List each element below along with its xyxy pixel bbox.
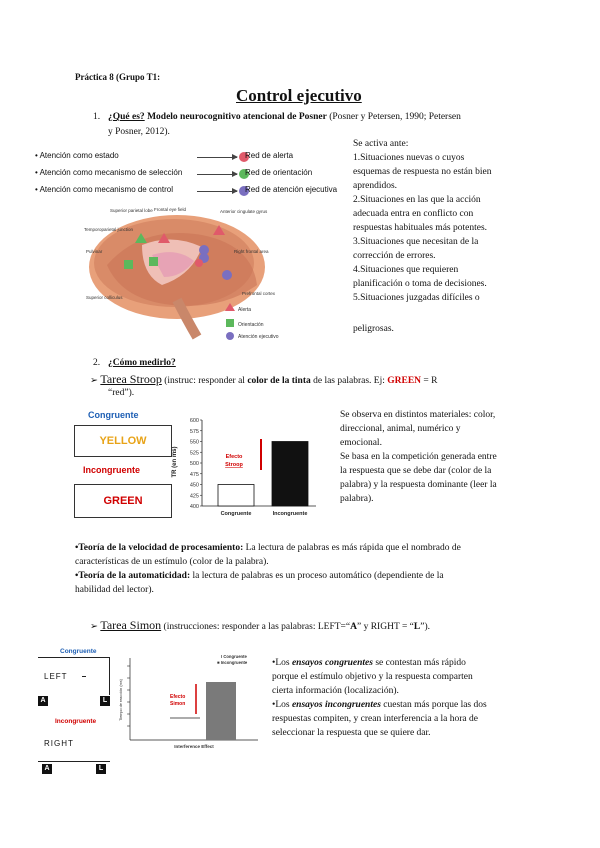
stroop-side-line: Se observa en distintos materiales: color,: [340, 410, 496, 420]
section2-number: 2.: [93, 358, 101, 368]
section1-refs2: y Posner, 2012).: [108, 127, 170, 137]
theory-line: •Teoría de la velocidad de procesamiento: La lectura de palabras es más rápida que el nombrado de: [75, 543, 461, 553]
brain-label: Prefrontal cortex: [242, 291, 276, 296]
practice-header: Práctica 8 (Grupo T1:: [75, 72, 161, 82]
brain-label: Superior parietal lobe: [110, 208, 153, 213]
attention-item-2: • Atención como mecanismo de selección: [35, 168, 183, 177]
stroop-instr: = R: [423, 376, 438, 386]
stroop-cong-word: YELLOW: [99, 435, 147, 447]
activates-line: 1.Situaciones nuevas o cuyos: [353, 153, 465, 163]
activates-line: esquemas de respuesta no están bien: [353, 167, 492, 177]
brain-label: Frontal eye field: [154, 207, 187, 212]
stroop-ytick: 500: [189, 461, 199, 467]
activates-line: adecuada entra en conflicto con: [353, 209, 474, 219]
attention-item-3: • Atención como mecanismo de control: [35, 185, 173, 194]
simon-side-line: cierta información (localización).: [272, 686, 399, 696]
activates-last: peligrosas.: [353, 324, 394, 334]
stroop-side-line: palabra).: [340, 494, 374, 504]
key-a-icon: A: [38, 696, 48, 706]
stroop-xtick: Congruente: [220, 511, 252, 517]
simon-instr: ” y RIGHT = “: [357, 622, 414, 632]
simon-xlabel: Interference Effect: [174, 744, 214, 749]
arrow-icon: [197, 174, 237, 175]
stroop-instr: (instruc: responder al: [164, 376, 245, 386]
arrow-icon: [197, 157, 237, 158]
activates-intro: Se activa ante:: [353, 139, 409, 149]
simon-incong-label: Incongruente: [55, 718, 97, 725]
stroop-instr-bold: color de la tinta: [247, 376, 311, 386]
activates-line: corrección de errores.: [353, 251, 436, 261]
stroop-ytick: 525: [189, 450, 199, 457]
stroop-cong-box: [74, 425, 172, 457]
stroop-ytick: 450: [189, 482, 199, 489]
brain-legend-orientation: Orientación: [238, 322, 264, 328]
simon-side-line: respuestas compiten, y crean interferencia a la hora de: [272, 714, 478, 724]
simon-instr: ”).: [420, 622, 431, 632]
simon-incong-bar: [206, 682, 236, 740]
brain-label: Pulvinar: [86, 249, 103, 254]
simon-effect-label2: Simon: [170, 701, 186, 707]
stroop-side-line: emocional.: [340, 438, 382, 448]
stroop-bar-congruente: [218, 485, 254, 507]
net-orientation: Red de orientación: [245, 168, 313, 177]
simon-stimuli: [38, 646, 110, 770]
stroop-ylabel: TR (en ms): [172, 446, 178, 478]
stroop-ytick: 400: [189, 504, 199, 510]
section1-model: Modelo neurocognitivo atencional de Posner: [147, 112, 327, 122]
stroop-instr: de las palabras. Ej:: [313, 376, 385, 386]
stroop-side-line: Se basa en la competición generada entre: [340, 452, 497, 462]
stroop-ytick: 600: [189, 418, 199, 424]
simon-cong-label: Congruente: [60, 648, 97, 655]
activates-line: 5.Situaciones juzgadas difíciles o: [353, 293, 480, 303]
brain-legend-alert: Alerta: [238, 307, 252, 313]
key-a-icon: A: [42, 764, 52, 774]
brain-label: Right frontal area: [234, 249, 269, 254]
stroop-ytick: 550: [189, 439, 199, 446]
arrow-bullet-icon: ➢: [90, 622, 98, 632]
stroop-incong-box: [74, 484, 172, 518]
stroop-example-word: GREEN: [387, 376, 422, 386]
stroop-name: Tarea Stroop: [100, 372, 162, 386]
stroop-incong-label: Incongruente: [83, 465, 141, 475]
brain-illustration: [82, 205, 322, 343]
section1-heading: [108, 110, 461, 124]
theory-line: habilidad del lector).: [75, 585, 154, 595]
section1-number: 1.: [93, 112, 101, 122]
net-alert: Red de alerta: [245, 151, 294, 160]
arrow-icon: [197, 191, 237, 192]
theory-line: características de un estímulo (color de la palabra).: [75, 557, 269, 567]
brain-legend-executive: Atención ejecutivo: [238, 334, 279, 340]
section1-question: ¿Qué es?: [108, 112, 145, 122]
simon-chart: [118, 652, 266, 752]
stroop-side-line: la respuesta que se debe dar (color de la: [340, 466, 492, 476]
simon-effect-label: Efecto: [170, 694, 186, 700]
activates-line: 2.Situaciones en las que la acción: [353, 195, 481, 205]
page-title: Control ejecutivo: [236, 86, 362, 105]
brain-label: Superior colliculus: [86, 295, 123, 300]
section1-refs: (Posner y Petersen, 1990; Petersen: [329, 112, 461, 122]
simon-heading: [90, 618, 430, 634]
stroop-heading: [90, 372, 438, 388]
stroop-cong-label: Congruente: [88, 410, 139, 420]
simon-cong-word: LEFT: [44, 672, 68, 681]
simon-name: Tarea Simon: [100, 618, 162, 632]
arrow-bullet-icon: ➢: [90, 376, 98, 386]
simon-side-line: seleccionar la respuesta que se quiere dar.: [272, 728, 431, 738]
theory-line: •Teoría de la automaticidad: la lectura de palabras es un proceso automático (dependiente de la: [75, 571, 444, 581]
activates-line: respuestas habituales más potentes.: [353, 223, 488, 233]
stroop-side-line: direccional, animal, numérico y: [340, 424, 461, 434]
stroop-side-text: [340, 408, 590, 506]
stroop-effect-label2: Stroop: [225, 462, 243, 468]
simon-instr: (instrucciones: responder a las palabras: LEFT=“: [163, 622, 351, 632]
stroop-instr-end: “red”).: [108, 388, 135, 398]
key-l-icon: L: [96, 764, 106, 774]
stroop-incong-word: GREEN: [103, 495, 143, 507]
simon-side-line: •Los ensayos incongruentes cuestan más porque las dos: [272, 700, 487, 710]
simon-side-line: •Los ensayos congruentes se contestan más rápido: [272, 658, 466, 668]
simon-side-line: porque el estímulo objetivo y la respuesta comparten: [272, 672, 473, 682]
brain-label: Anterior cingulate gyrus: [220, 209, 268, 214]
simon-key-a: A: [350, 622, 357, 632]
activates-line: planificación o toma de decisiones.: [353, 279, 487, 289]
simon-key-l: L: [413, 622, 421, 632]
section2-question: ¿Cómo medirlo?: [108, 358, 176, 368]
brain-label: Temporoparietal junction: [84, 227, 134, 232]
stroop-side-line: palabra) y la respuesta dominante (leer la: [340, 480, 497, 490]
activates-block: [353, 137, 563, 305]
simon-legend-cong: I Congruente: [221, 654, 247, 659]
stroop-ytick: 425: [189, 493, 199, 500]
executive-legend-icon: [226, 332, 234, 340]
theories-block: [75, 541, 595, 597]
simon-side-text: [272, 656, 592, 740]
key-l-icon: L: [100, 696, 110, 706]
stroop-ytick: 475: [189, 471, 199, 478]
stroop-effect-label: Efecto: [225, 454, 243, 460]
stroop-chart: [166, 412, 326, 524]
stroop-xtick: Incongruente: [272, 511, 308, 517]
net-executive: Red de atención ejecutiva: [245, 185, 338, 194]
stroop-ytick: 575: [189, 428, 199, 435]
simon-legend-incong: ■ Incongruente: [217, 660, 248, 665]
activates-line: 4.Situaciones que requieren: [353, 265, 459, 275]
activates-line: aprendidos.: [353, 181, 398, 191]
simon-incong-word: RIGHT: [44, 739, 74, 748]
activates-line: 3.Situaciones que necesitan de la: [353, 237, 479, 247]
stroop-bar-incongruente: [272, 442, 308, 507]
simon-ylabel: Tiempo de reacción (ms): [119, 679, 123, 721]
orientation-legend-icon: [226, 319, 234, 327]
attention-item-1: • Atención como estado: [35, 151, 119, 160]
